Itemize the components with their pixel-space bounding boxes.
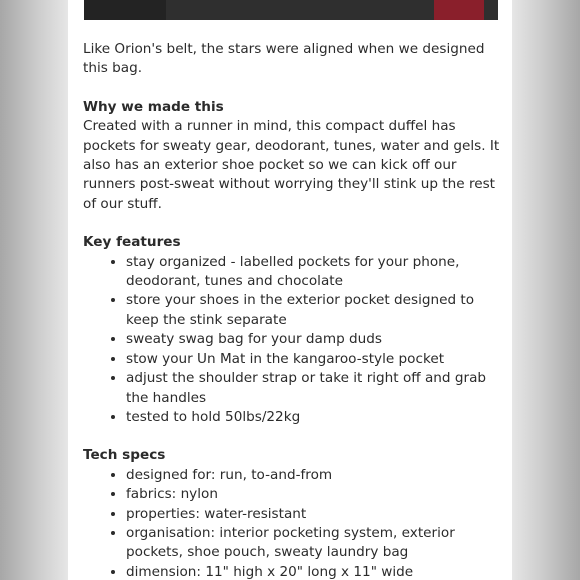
toolbar-left-segment bbox=[84, 0, 166, 20]
product-description-page bbox=[68, 0, 512, 580]
specs-heading: Tech specs bbox=[83, 447, 166, 464]
list-item: • stay organized - labelled pockets for your phone, deodorant, tunes and chocolate bbox=[126, 253, 503, 292]
list-item: • properties: water-resistant bbox=[126, 505, 503, 524]
top-toolbar bbox=[84, 0, 498, 20]
list-item: • designed for: run, to-and-from bbox=[126, 466, 503, 485]
list-item: • organisation: interior pocketing system, exterior pockets, shoe pouch, sweaty laundry bag bbox=[126, 524, 503, 563]
specs-list bbox=[83, 466, 503, 580]
features-heading: Key features bbox=[83, 234, 181, 251]
why-heading: Why we made this bbox=[83, 98, 224, 115]
list-item: • adjust the shoulder strap or take it right off and grab the handles bbox=[126, 369, 503, 408]
list-item: • store your shoes in the exterior pocket designed to keep the stink separate bbox=[126, 291, 503, 330]
background-right bbox=[512, 0, 580, 580]
list-item: • fabrics: nylon bbox=[126, 485, 503, 504]
list-item: • dimension: 11" high x 20" long x 11" wide bbox=[126, 563, 503, 580]
why-paragraph: Created with a runner in mind, this compact duffel has pockets for sweaty gear, deodorant, tunes, water and gels. It also has an exterior shoe pocket so we can kick off our runners post-sweat without worrying they'll stink up the rest of our stuff. bbox=[83, 118, 500, 212]
list-item: • tested to hold 50lbs/22kg bbox=[126, 408, 503, 427]
list-item: • stow your Un Mat in the kangaroo-style pocket bbox=[126, 350, 503, 369]
list-item: • sweaty swag bag for your damp duds bbox=[126, 330, 503, 349]
description-content bbox=[83, 40, 503, 580]
toolbar-red-button[interactable] bbox=[434, 0, 484, 20]
features-list bbox=[83, 253, 503, 428]
background-left bbox=[0, 0, 68, 580]
intro-paragraph: Like Orion's belt, the stars were aligned when we designed this bag. bbox=[83, 41, 485, 77]
